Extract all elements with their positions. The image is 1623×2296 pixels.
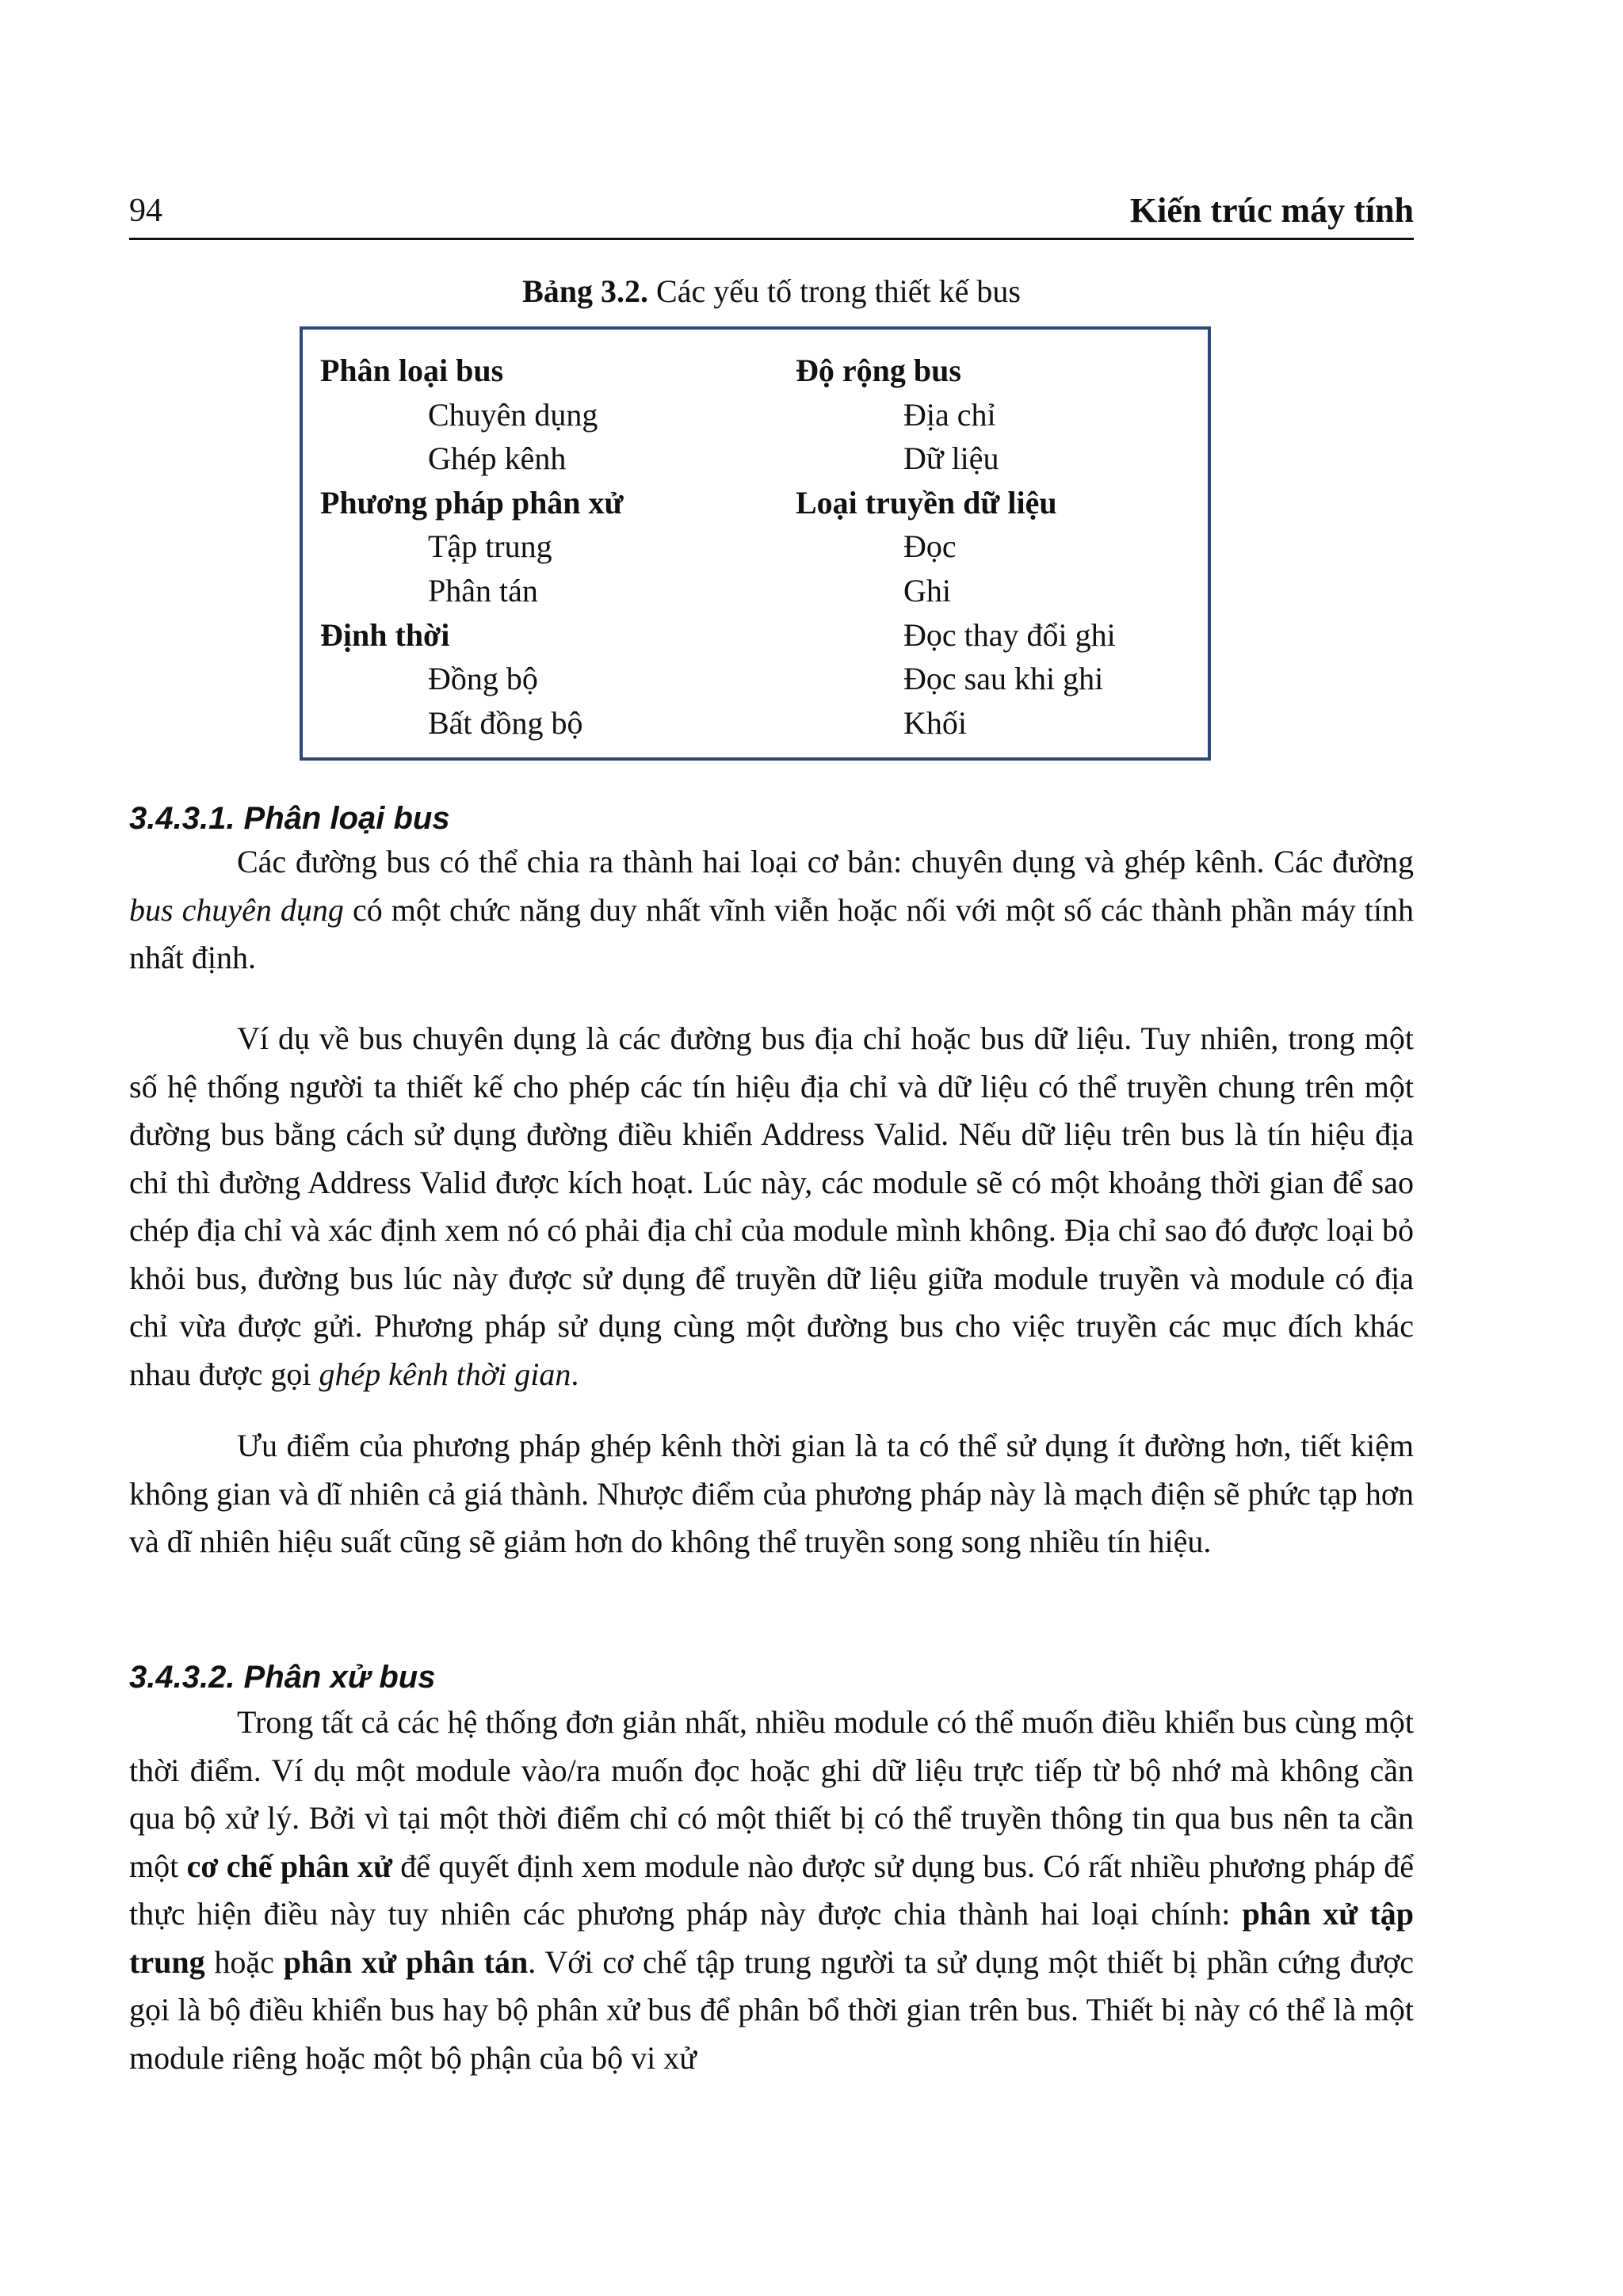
table-item: Bất đồng bộ [428,704,583,741]
table-right-column [796,349,1116,745]
page-number: 94 [129,193,162,229]
text-run: để quyết định xem module nào được sử dụng bus. Có rất nhiều phương pháp để thực hiện điều này tuy nhiên các phương pháp này được chia thành hai loại chính: [129,1848,1414,1932]
running-title: Kiến trúc máy tính [1129,191,1414,230]
text-run: Các đường bus có thể chia ra thành hai loại cơ bản: chuyên dụng và ghép kênh. Các đường [237,844,1414,879]
bold-term: phân xử phân tán [283,1943,529,1980]
bus-design-table [300,326,1211,761]
table-item: Dữ liệu [903,441,999,477]
table-item: Địa chỉ [903,396,996,433]
table-item: Ghi [903,572,951,608]
header-rule [129,238,1414,240]
text-run: có một chức năng duy nhất vĩnh viễn hoặc nối với một số các thành phần máy tính nhất định. [129,891,1414,975]
table-caption-label: Bảng 3.2. [522,273,649,309]
text-run: Ưu điểm của phương pháp ghép kênh thời gian là ta có thể sử dụng ít đường hơn, tiết kiệm không gian và dĩ nhiên cả giá thành. Nhược điểm của phương pháp này là mạch điện sẽ phức tạp hơn và dĩ nhiên hiệu suất cũng sẽ giảm hơn do không thể truyền song song nhiều tín hiệu. [129,1428,1414,1559]
paragraph [129,1699,1414,2082]
paragraph [129,1015,1414,1398]
table-left-column [320,349,624,745]
table-item: Chuyên dụng [428,396,598,433]
paragraph [129,838,1414,982]
table-item: Đồng bộ [428,661,538,697]
italic-term: ghép kênh thời gian [319,1356,571,1392]
text-run: hoặc [204,1943,284,1980]
table-item: Ghép kênh [428,441,567,477]
table-category: Độ rộng bus [796,353,961,388]
text-run: Trong tất cả các hệ thống đơn giản nhất, nhiều module có thể muốn điều khiển bus cùng một thời điểm. Ví dụ một module vào/ra muốn đọc hoặc ghi dữ liệu trực tiếp từ bộ nhớ mà không cần qua bộ xử lý. Bởi vì tại một thời điểm chỉ có một thiết bị có thể truyền thông tin qua bus nên ta cần một [129,1704,1414,1884]
section-heading-bus-arbitration: 3.4.3.2. Phân xử bus [129,1660,436,1695]
table-item: Đọc thay đổi ghi [903,616,1116,653]
table-item: Tập trung [428,528,552,565]
table-item: Đọc [903,528,957,565]
table-category: Phân loại bus [320,353,504,388]
text-run: Ví dụ về bus chuyên dụng là các đường bus địa chỉ hoặc bus dữ liệu. Tuy nhiên, trong một số hệ thống người ta thiết kế cho phép các tín hiệu địa chỉ và dữ liệu có thể truyền chung trên một đường bus bằng cách sử dụng đường điều khiển Address Valid. Nếu dữ liệu trên bus là tín hiệu địa chỉ thì đường Address Valid được kích hoạt. Lúc này, các module sẽ có một khoảng thời gian để sao chép địa chỉ và xác định xem nó có phải địa chỉ của module mình không. Địa chỉ sao đó được loại bỏ khỏi bus, đường bus lúc này được sử dụng để truyền dữ liệu giữa module truyền và module có địa chỉ vừa được gửi. Phương pháp sử dụng cùng một đường bus cho việc truyền các mục đích khác nhau được gọi [129,1020,1414,1392]
table-caption [129,269,1414,314]
table-item: Phân tán [428,572,538,608]
text-run: . Với cơ chế tập trung người ta sử dụng một thiết bị phần cứng được gọi là bộ điều khiển bus hay bộ phân xử bus để phân bổ thời gian trên bus. Thiết bị này có thể là một module riêng hoặc một bộ phận của bộ vi xử [129,1943,1414,2076]
table-category: Định thời [320,616,450,653]
text-run: . [571,1356,579,1392]
bold-term: phân xử tập trung [129,1896,1414,1980]
paragraph [129,1422,1414,1566]
table-category: Phương pháp phân xử [320,484,624,521]
table-category: Loại truyền dữ liệu [796,484,1057,521]
bold-term: cơ chế phân xử [186,1848,392,1884]
italic-term: bus chuyên dụng [129,891,344,928]
table-caption-text: Các yếu tố trong thiết kế bus [648,273,1021,309]
table-item: Đọc sau khi ghi [903,661,1104,697]
table-item: Khối [903,704,967,741]
section-heading-bus-types: 3.4.3.1. Phân loại bus [129,801,450,836]
